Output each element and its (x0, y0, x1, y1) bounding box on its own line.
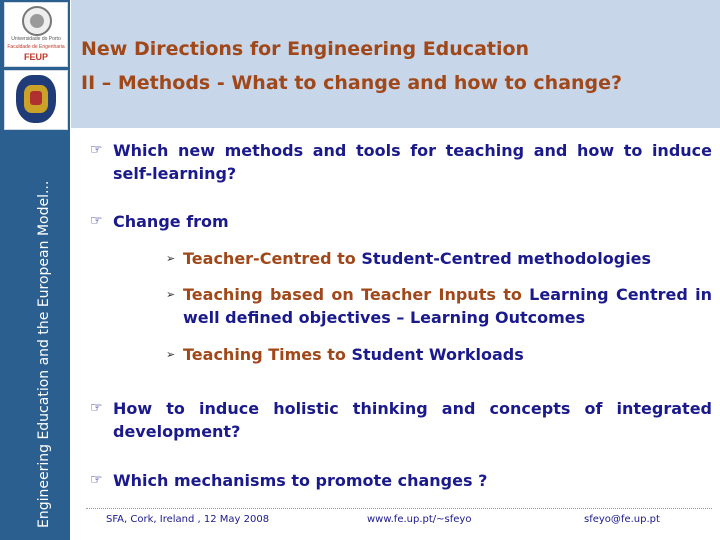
bullet-text: Which new methods and tools for teaching and how to induce self-learning? (113, 141, 712, 183)
bullet-item (90, 469, 712, 492)
slide-title: New Directions for Engineering Education (81, 38, 530, 60)
pointing-hand-icon: ☞ (90, 472, 103, 488)
footer-email-link[interactable]: sfeyo@fe.up.pt (584, 514, 660, 525)
sub-bullet-to: Learning Centred in well defined objectives – Learning Outcomes (183, 285, 712, 327)
left-sidebar (0, 0, 70, 540)
pointing-hand-icon: ☞ (90, 400, 103, 416)
feup-logo (4, 2, 68, 67)
sub-bullet-item (166, 247, 712, 270)
bullet-item (90, 139, 712, 185)
sub-bullet-from: Teacher-Centred to (183, 249, 362, 268)
logo-line2: Faculdade de Engenharia (7, 44, 65, 50)
arrowhead-icon: ➢ (166, 288, 176, 301)
pointing-hand-icon: ☞ (90, 142, 103, 158)
sidebar-vertical-title: Engineering Education and the European Model... (36, 180, 52, 528)
sub-bullet-from: Teaching based on Teacher Inputs to (183, 285, 530, 304)
sub-bullet-to: Student Workloads (351, 345, 524, 364)
slide-subtitle: II – Methods - What to change and how to change? (81, 72, 623, 94)
bullet-text: Change from (113, 212, 229, 231)
bullet-item (90, 210, 712, 233)
sub-bullet-item (166, 343, 712, 366)
logo-line1: Universidade do Porto (11, 36, 61, 42)
university-seal-icon (22, 6, 52, 36)
sub-bullet-to: Student-Centred methodologies (361, 249, 652, 268)
logo-line3: FEUP (23, 52, 48, 62)
pointing-hand-icon: ☞ (90, 213, 103, 229)
bullet-item (90, 397, 712, 443)
arrowhead-icon: ➢ (166, 252, 176, 265)
arrowhead-icon: ➢ (166, 348, 176, 361)
header-band (71, 0, 720, 128)
bullet-text: How to induce holistic thinking and concepts of integrated development? (113, 399, 712, 441)
bullet-text: Which mechanisms to promote changes ? (113, 471, 488, 490)
coat-of-arms-icon (16, 75, 56, 123)
footer-website-link[interactable]: www.fe.up.pt/~sfeyo (367, 514, 472, 525)
footer-divider (86, 508, 712, 509)
sub-bullet-item (166, 283, 712, 329)
porto-crest (4, 70, 68, 130)
sub-bullet-from: Teaching Times to (183, 345, 352, 364)
footer-event: SFA, Cork, Ireland , 12 May 2008 (106, 514, 270, 525)
